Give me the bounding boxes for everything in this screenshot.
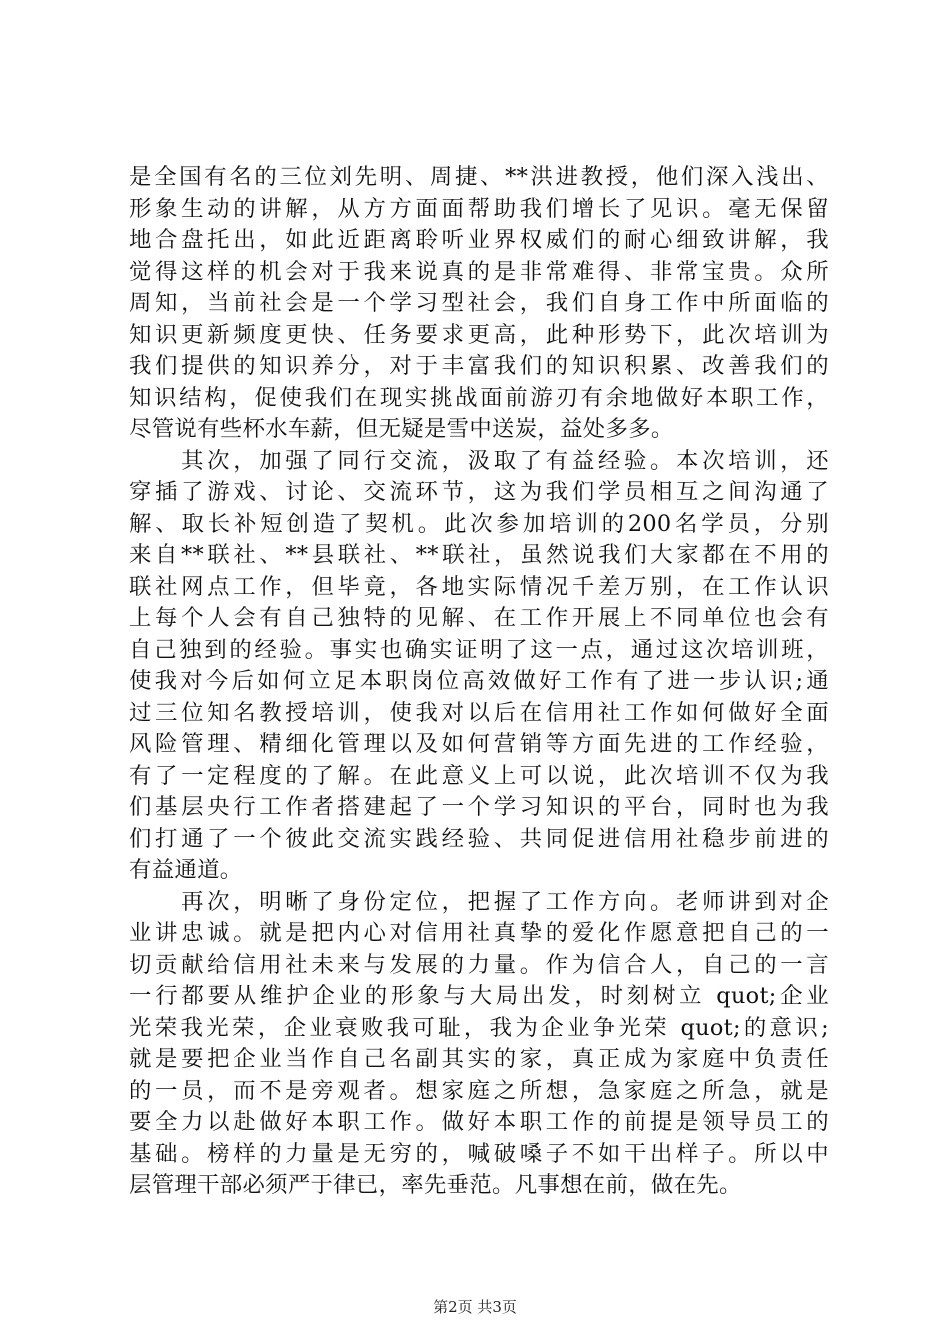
text-line: 使我对今后如何立足本职岗位高效做好工作有了进一步认识;通 <box>129 668 829 694</box>
text-line: 就是要把企业当作自己名副其实的家，真正成为家庭中负责任 <box>129 1046 829 1072</box>
text-line: 业讲忠诚。就是把内心对信用社真挚的爱化作愿意把自己的一 <box>129 920 829 946</box>
text-line: 知识结构，促使我们在现实挑战面前游刃有余地做好本职工作， <box>129 384 829 411</box>
text-line: 再次，明晰了身份定位，把握了工作方向。老师讲到对企 <box>129 888 829 915</box>
text-line: 觉得这样的机会对于我来说真的是非常难得、非常宝贵。众所 <box>129 258 829 285</box>
body-text <box>129 162 829 1202</box>
text-line: 层管理干部必须严于律已，率先垂范。凡事想在前，做在先。 <box>129 1172 742 1198</box>
text-line: 穿插了游戏、讨论、交流环节，这为我们学员相互之间沟通了 <box>129 479 829 505</box>
text-line: 们基层央行工作者搭建起了一个学习知识的平台，同时也为我 <box>129 794 829 820</box>
text-line: 我们提供的知识养分，对于丰富我们的知识积累、改善我们的 <box>129 353 829 379</box>
text-line: 联社网点工作，但毕竟，各地实际情况千差万别，在工作认识 <box>129 573 829 600</box>
text-line: 尽管说有些杯水车薪，但无疑是雪中送炭，益处多多。 <box>129 416 674 442</box>
text-line: 解、取长补短创造了契机。此次参加培训的200名学员，分别 <box>129 510 829 537</box>
text-line: 是全国有名的三位刘先明、周捷、**洪进教授，他们深入浅出、 <box>129 164 829 190</box>
text-line: 上每个人会有自己独特的见解、在工作开展上不同单位也会有 <box>129 605 829 631</box>
text-line: 知识更新频度更快、任务要求更高，此种形势下，此次培训为 <box>129 321 829 348</box>
text-line: 风险管理、精细化管理以及如何营销等方面先进的工作经验， <box>129 731 829 757</box>
text-line: 要全力以赴做好本职工作。做好本职工作的前提是领导员工的 <box>129 1109 829 1135</box>
text-line: 周知，当前社会是一个学习型社会，我们自身工作中所面临的 <box>129 290 829 316</box>
text-line: 切贡献给信用社未来与发展的力量。作为信合人，自己的一言 <box>129 951 829 978</box>
text-line: 光荣我光荣，企业衰败我可耻，我为企业争光荣 quot;的意识; <box>129 1014 829 1041</box>
text-line: 基础。榜样的力量是无穷的，喊破嗓子不如干出样子。所以中 <box>129 1140 829 1167</box>
text-line: 自己独到的经验。事实也确实证明了这一点，通过这次培训班， <box>129 636 829 663</box>
text-line: 来自**联社、**县联社、**联社，虽然说我们大家都在不用的 <box>129 542 829 568</box>
text-line: 过三位知名教授培训，使我对以后在信用社工作如何做好全面 <box>129 699 829 726</box>
text-line: 的一员，而不是旁观者。想家庭之所想，急家庭之所急，就是 <box>129 1077 829 1104</box>
text-line: 有益通道。 <box>129 857 243 883</box>
text-line: 有了一定程度的了解。在此意义上可以说，此次培训不仅为我 <box>129 762 829 789</box>
text-line: 其次，加强了同行交流，汲取了有益经验。本次培训，还 <box>129 447 829 474</box>
text-line: 一行都要从维护企业的形象与大局出发，时刻树立 quot;企业 <box>129 983 829 1009</box>
page-footer: 第2页 共3页 <box>433 1298 517 1316</box>
text-line: 地合盘托出，如此近距离聆听业界权威们的耐心细致讲解，我 <box>129 227 829 253</box>
text-line: 们打通了一个彼此交流实践经验、共同促进信用社稳步前进的 <box>129 825 829 852</box>
text-line: 形象生动的讲解，从方方面面帮助我们增长了见识。毫无保留 <box>129 195 829 222</box>
